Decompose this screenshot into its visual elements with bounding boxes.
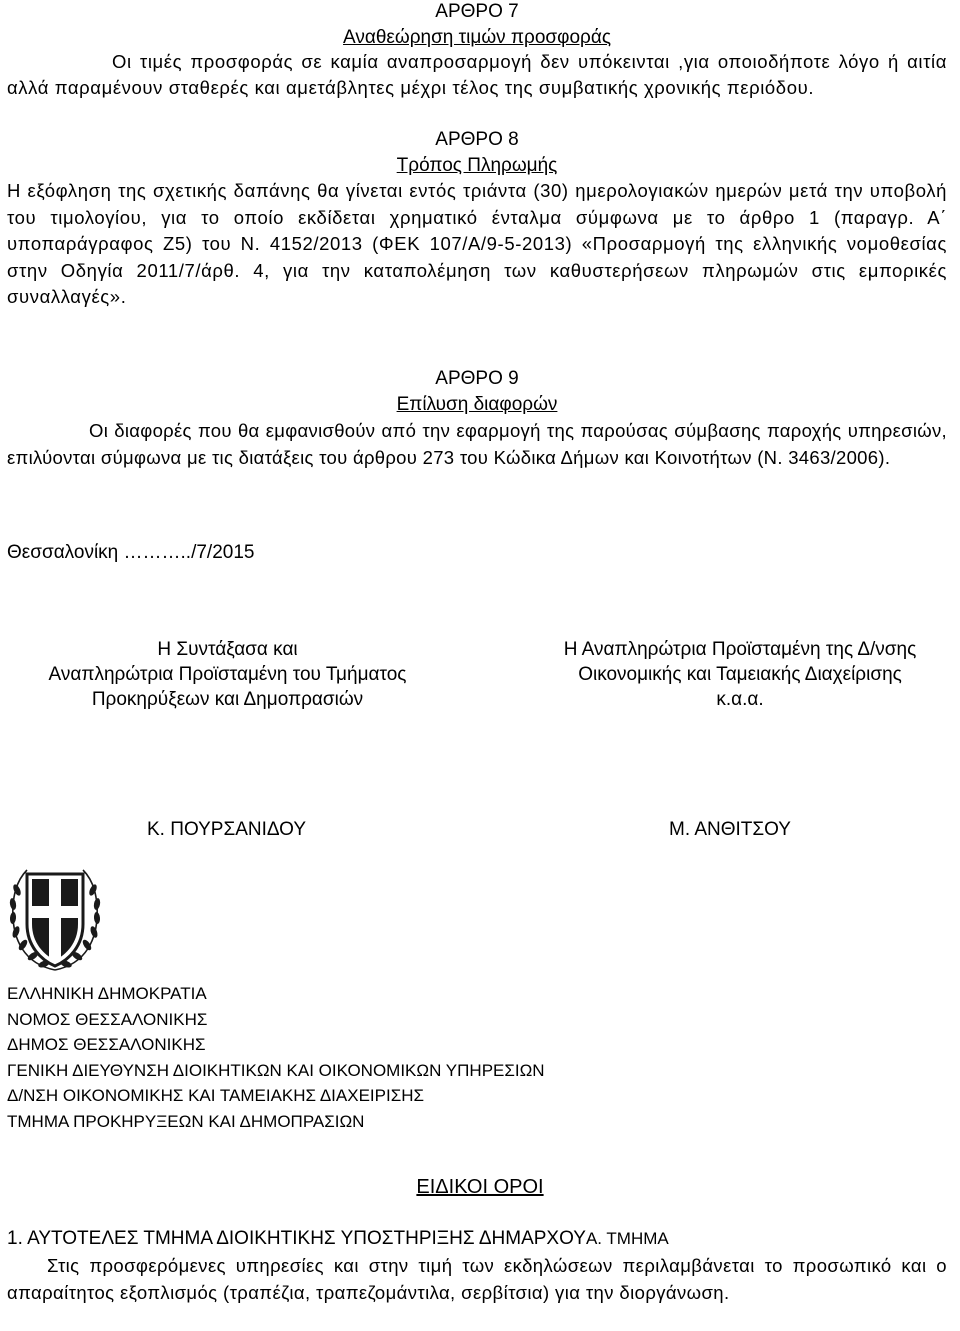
authority-line-3: ΔΗΜΟΣ ΘΕΣΣΑΛΟΝΙΚΗΣ (7, 1035, 206, 1054)
signature-left-line1: Η Συντάξασα και (157, 639, 298, 660)
article-7-body: Οι τιμές προσφοράς σε καμία αναπροσαρμογή δεν υπόκεινται ,για οποιοδήποτε λόγο ή αιτία αλλά παραμένουν σταθερές και αμετάβλητες μέχρι τέλος της συμβατικής χρονικής περιόδου. (7, 51, 947, 98)
special-terms-title: ΕΙΔΙΚΟΙ ΟΡΟΙ (416, 1176, 544, 1198)
signature-left (0, 637, 455, 712)
signature-right-line2: Οικονομικής και Ταμειακής Διαχείρισης (578, 664, 902, 685)
signature-right (500, 637, 960, 712)
issuing-authority (7, 981, 947, 1134)
signature-right-line3: κ.α.α. (716, 689, 764, 710)
signature-right-line1: Η Αναπληρώτρια Προϊσταμένη της Δ/νσης (563, 639, 917, 660)
signature-left-name: Κ. ΠΟΥΡΣΑΝΙΔΟΥ (147, 819, 307, 840)
authority-line-2: ΝΟΜΟΣ ΘΕΣΣΑΛΟΝΙΚΗΣ (7, 1009, 208, 1029)
item-1-heading-main: 1. ΑΥΤΟΤΕΛΕΣ ΤΜΗΜΑ ΔΙΟΙΚΗΤΙΚΗΣ ΥΠΟΣΤΗΡΙΞΗΣ ΔΗΜΑΡΧΟΥ (7, 1228, 586, 1249)
article-8-body: Η εξόφληση της σχετικής δαπάνης θα γίνεται εντός τριάντα (30) ημερολογιακών ημερών μετά την υποβολή του τιμολογίου, για το οποίο εκδίδεται χρηματικό ένταλμα σύμφωνα με το άρθρο 1 (παραγρ. Α΄ υποπαράγραφος Ζ5) του Ν. 4152/2013 (ΦΕΚ 107/Α/9-5-2013) «Προσαρμογή της ελληνικής νομοθεσίας στην Οδηγία 2011/7/άρθ. 4, για την καταπολέμηση των καθυστερήσεων πληρωμών στις εμπορικές συναλλαγές». (7, 180, 947, 307)
article-9-body: Οι διαφορές που θα εμφανισθούν από την εφαρμογή της παρούσας σύμβασης παροχής υπηρεσιών, επιλύονται σύμφωνα με τις διατάξεις του άρθρου 273 του Κώδικα Δήμων και Κοινοτήτων (Ν. 3463/2006). (7, 420, 947, 468)
article-9-subtitle: Επίλυση διαφορών (396, 394, 558, 415)
article-8 (7, 127, 947, 179)
item-1-heading-tail: Α. ΤΜΗΜΑ (585, 1229, 669, 1248)
signature-left-line3: Προκηρύξεων και Δημοπρασιών (91, 689, 364, 710)
article-9-title: ΑΡΘΡΟ 9 (435, 368, 519, 389)
article-8-title: ΑΡΘΡΟ 8 (435, 129, 519, 150)
special-terms-item-1-body: Στις προσφερόμενες υπηρεσίες και στην τιμή των εκδηλώσεων περιλαμβάνεται το προσωπικό και ο απαραίτητος εξοπλισμός (τραπέζια, τραπεζομάντιλα, σερβίτσια) για την διοργάνωση. (7, 1255, 947, 1303)
authority-line-1: ΕΛΛΗΝΙΚΗ ΔΗΜΟΚΡΑΤΙΑ (7, 984, 207, 1003)
article-7-subtitle: Αναθεώρηση τιμών προσφοράς (343, 27, 611, 48)
special-terms-item-1-heading (7, 1226, 669, 1252)
authority-line-5: Δ/ΝΣΗ ΟΙΚΟΝΟΜΙΚΗΣ ΚΑΙ ΤΑΜΕΙΑΚΗΣ ΔΙΑΧΕΙΡΙΣΗΣ (7, 1086, 425, 1105)
authority-line-4: ΓΕΝΙΚΗ ΔΙΕΥΘΥΝΣΗ ΔΙΟΙΚΗΤΙΚΩΝ ΚΑΙ ΟΙΚΟΝΟΜΙΚΩΝ ΥΠΗΡΕΣΙΩΝ (7, 1060, 545, 1080)
signature-right-name: Μ. ΑΝΘΙΤΣΟΥ (669, 819, 791, 840)
article-9 (7, 366, 947, 418)
authority-line-6: ΤΜΗΜΑ ΠΡΟΚΗΡΥΞΕΩΝ ΚΑΙ ΔΗΜΟΠΡΑΣΙΩΝ (7, 1111, 365, 1131)
place-date: Θεσσαλονίκη ………../7/2015 (7, 542, 255, 563)
article-7 (7, 0, 947, 51)
article-8-subtitle: Τρόπος Πληρωμής (396, 155, 558, 176)
signature-left-line2: Αναπληρώτρια Προϊσταμένη του Τμήματος (48, 664, 407, 685)
greek-coat-of-arms-icon (7, 866, 103, 974)
article-7-title: ΑΡΘΡΟ 7 (435, 1, 519, 22)
